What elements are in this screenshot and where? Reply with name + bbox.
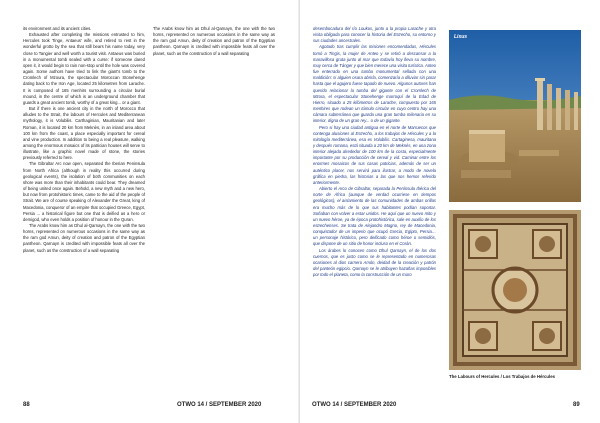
paragraph: But if there is one ancient city in the north of Morocco that alludes to the Strait, the labours of Hercules and Mediterranean mythology, it is Volubilis. Carthaginian, Mauritanian and later Roman, it is located 20 km from Meknès, in an inland area about 100 km from the coast, a place especially important for cereal and vine production. In addition to being a real pleasure, walking among the enormous mosaics of its patrician houses will serve to illustrate, like a graphic novel made of stone, the stories previously referred to here. <box>23 106 145 161</box>
hercules-mosaic-photo <box>449 210 581 370</box>
magazine-footer: OTWO 14 / SEPTEMBER 2020 <box>312 402 397 408</box>
magazine-footer: OTWO 14 / SEPTEMBER 2020 <box>177 402 262 408</box>
page-number: 89 <box>573 402 580 408</box>
paragraph: The Gibraltar Arc now open, separated the Iberian Peninsula from North Africa (although in reality this occurred during geological events), the isolation of both communities on each shore was more than their inhabitants could bear. They dreamed of being united once again. Behold, a new myth and a new hero, but now from protohistoric times, came to the aid of the people of Strait. We are of course speaking of Alexander the Great, king of Macedonia, conqueror of an empire that occupied Greece, Egypt, Persia ... a historical figure but one that is deified as a hero or demigod, who even holds a position of honour in the Quran. <box>23 161 145 222</box>
right-page <box>300 0 600 423</box>
paragraph: desembocadura del río Loukos, junto a la propia Larache y otra visita obligada para conocer la historia del Estrecho, su entorno y sus ciudades ancestrales. <box>313 26 436 44</box>
paragraph: Los árabes lo conocen como Dhul Qarnayn, el de los dos cuernos, que es justo como se le representado en numerosas ocasiones al dios carnero Amón, deidad de la creación y patrón del panteón egipcio. Qarnayn se le atribuyen hazañas imposibles por todo el planeta, como la construcción de un muro <box>313 247 436 278</box>
paragraph: Abierto el Arco de Gibraltar, separada la Península Ibérica del norte de África (aunque de verdad ocurriese en tiempos geológicos), el aislamiento de las comunidades de ambas orillas era mucho más de lo que sus habitantes podían soportar. Soñaban con volver a estar unidos. He aquí que un nuevo mito y un nuevo héroe, ya de época protohistórica, sale en auxilio de los estrechenses. Se trata de Alejandro Magno, rey de Macedonia, conquistador de un imperio que ocupó Grecia, Egipto, Persia… un personaje histórico, pero deificado como héroe o semidiós, que dispone de un sitio de honor incluso en el Corán. <box>313 186 436 247</box>
ruins-illustration <box>449 30 581 202</box>
paragraph: its environment and its ancient cities. <box>23 26 92 31</box>
paragraph: The Arabs know him as Dhul al-Qarnayn, the one with the two horns, represented on numerous occasions in the same way as the ram god Amun, deity of creation and patron of the Egyptian pantheon. Qarnayn is credited with impossible feats all over the planet, such as the construction of a wall separating <box>23 223 145 253</box>
paragraph: Pero si hay una ciudad antigua en el norte de Marruecos que contenga alusiones al Estrecho, a los trabajos de Hércules y a la mitología mediterránea, esa es Volubilis. Cartaginesa, mauritana y después romana, está situada a 20 km de Meknès, en una zona interior alejada alrededor de 100 km de la costa, especialmente importante por su producción de cereal y vid. Caminar entre los enormes mosaicos de sus casas patricias, además de ser un auténtico placer, nos servirá para ilustrar, a modo de novela gráfica en piedra, las historias a las que nos hemos referido anteriormente. <box>313 124 436 185</box>
english-column <box>23 26 145 386</box>
photo-label: Lixus <box>454 34 468 40</box>
photo-caption: The Labours of Hercules / Los Trabajos de Hércules <box>449 374 556 379</box>
mosaic-illustration <box>449 210 581 370</box>
spanish-column <box>313 26 436 386</box>
paragraph: The Arabs know him as Dhul al-Qarnayn, the one with the two horns, represented on numerous occasions in the same way as the ram god Amun, deity of creation and patron of the Egyptian pantheon. Qarnayn is credited with impossible feats all over the planet, such as the construction of a wall separating <box>153 26 275 56</box>
paragraph: Exhausted after completing the missions entrusted to him, Hercules took Tinge, Antaeus' wife, and retired to rest in the wonderful grotto by the sea that still bears his name today, very close to Tangier and well worth a tourist visit. Antaeus was buried in a monumental tomb sealed with a curse: if someone dared open it, it would begin to rain non-stop until the hole was covered again. Some authors have tried to link the giant's tomb to the Cromlech of Mzoura, the spectacular Moroccan Stonehenge dating back to the Iron Age, located 25 kilometres from Larache. It is composed of 165 menhirs surrounding a circular burial mound, in the centre of which is an underground chamber that guards a great ancient tomb, worthy of a great king... or a giant. <box>23 32 145 105</box>
paragraph: Agotado tras cumplir las misiones encomendadas, Hércules tomó a Tingis, la mujer de Anteo y se retiró a descansar a la maravillosa gruta junto al mar que todavía hoy lleva su nombre, muy cerca de Tánger y que bien merece una visita turística. Anteo fue enterrado en una tumba monumental sellada con una maldición: si alguien osara abrirla, comenzaría a diluviar sin parar hasta que el agujero fuese tapado de nuevo. Algunos autores han querido relacionar la tumba del gigante con el Cromlech de Mzora, el espectacular Stonehenge marroquí de la Edad de Hierro, situado a 25 kilómetros de Larache, compuesto por 165 menhires que rodean un túmulo circular en cuyo centro hay una cámara subterránea que guarda una gran tumba milenaria en su interior, digna de un gran rey... o de un gigante. <box>313 44 436 124</box>
english-column-continued <box>153 26 275 386</box>
page-number: 88 <box>23 402 30 408</box>
lixus-ruins-photo <box>449 30 581 202</box>
